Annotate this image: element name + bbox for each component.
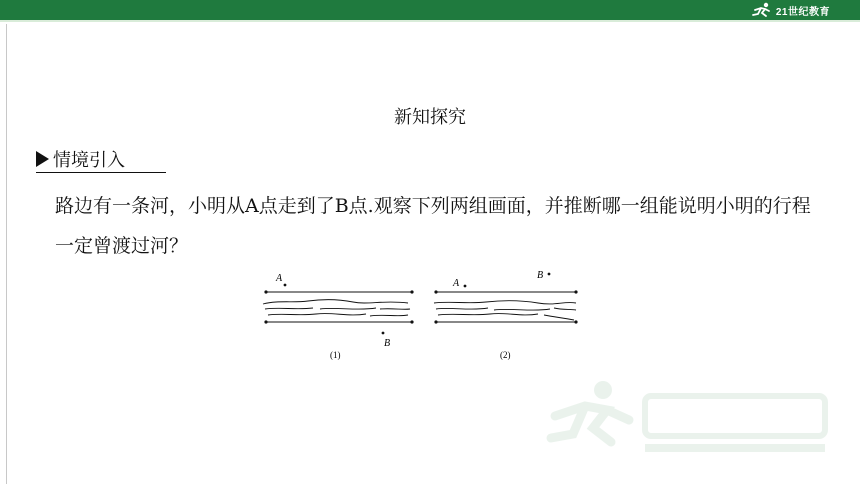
point-a-label: A — [453, 278, 460, 289]
subheading-underline — [36, 172, 166, 173]
header-divider — [0, 20, 860, 22]
question-text: 路边有一条河，小明从A点走到了B点.观察下列两组画面，并推断哪一组能说明小明的行程一定曾渡过河？ — [55, 195, 811, 257]
point-b-label: B — [384, 338, 391, 349]
left-border-line — [6, 24, 7, 484]
figure-1 — [263, 273, 414, 360]
figure-caption: (2) — [500, 350, 511, 360]
point-b-label: B — [537, 270, 544, 281]
river-diagram — [258, 268, 588, 368]
river-wave — [265, 308, 410, 309]
subheading-label: 情境引入 — [53, 150, 125, 171]
figure-caption: (1) — [330, 350, 341, 360]
river-wave — [263, 300, 408, 304]
river-wave — [438, 314, 574, 320]
section-title: 新知探究 — [394, 107, 466, 128]
subheading — [36, 146, 125, 172]
river-wave — [434, 301, 576, 304]
header-bar — [0, 0, 860, 20]
brand-logo — [751, 1, 830, 19]
figure-2 — [434, 270, 578, 360]
river-wave — [268, 314, 408, 316]
triangle-bullet-icon — [36, 151, 49, 167]
point-a-label: A — [276, 273, 283, 284]
brand-name: 21世纪教育 — [775, 6, 830, 18]
river-wave — [436, 308, 576, 310]
watermark-logo — [545, 376, 835, 460]
runner-icon — [751, 2, 773, 18]
